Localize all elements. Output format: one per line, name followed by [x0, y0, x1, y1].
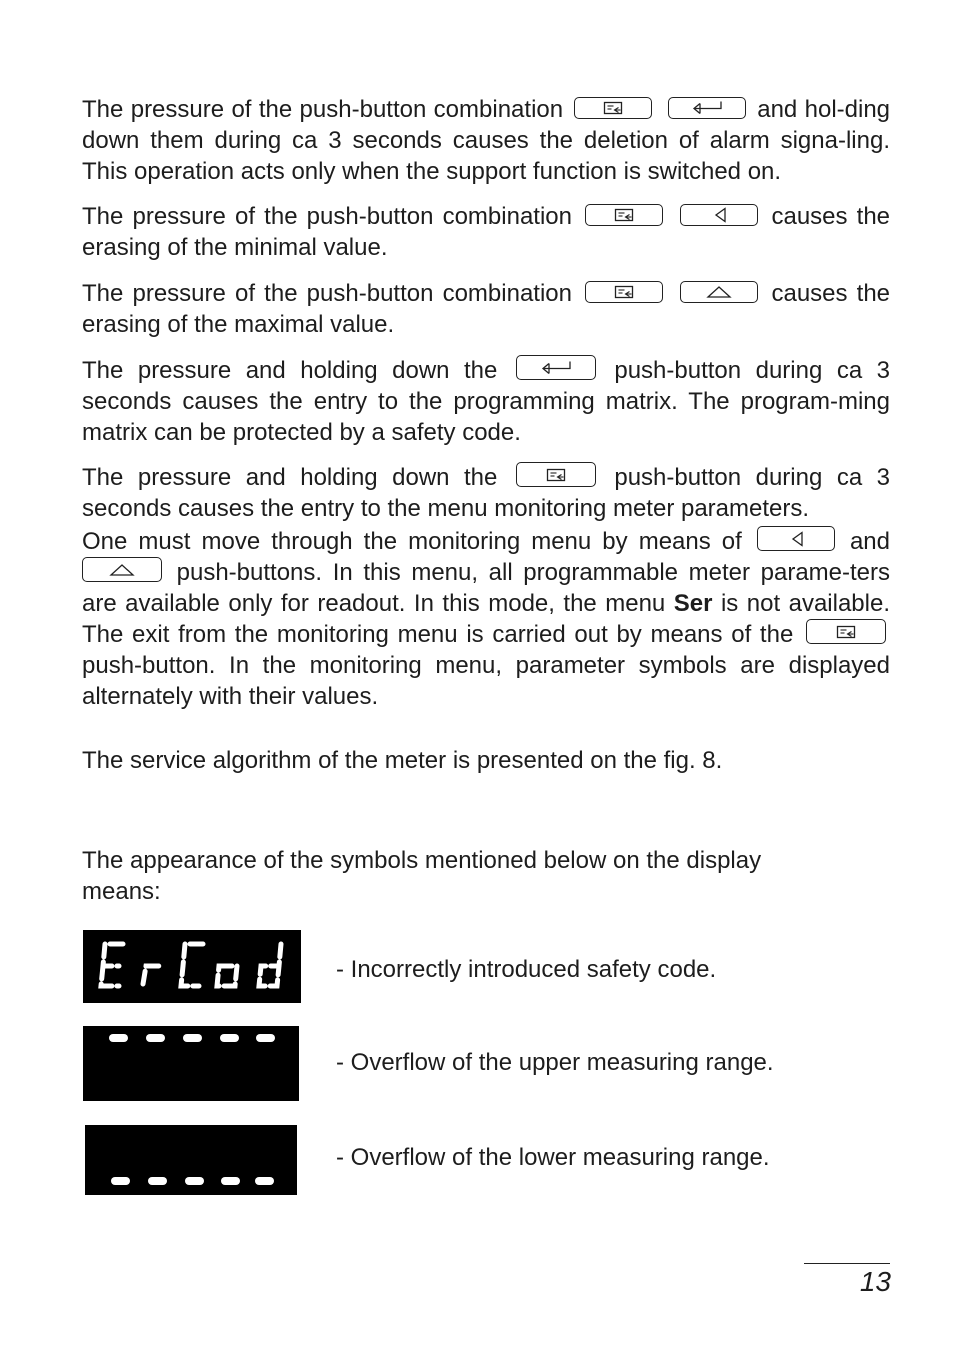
menu-key-icon: [574, 97, 652, 119]
display-lower-overflow: [85, 1125, 297, 1195]
paragraph-erase-max: [82, 278, 890, 340]
page-number: 13: [859, 1266, 891, 1297]
paragraph-monitoring-navigation: [82, 526, 890, 712]
text: The service algorithm of the meter is presented on the fig. 8.: [82, 747, 723, 774]
paragraph-symbols-intro: [82, 845, 842, 907]
segment-dash: [221, 1177, 240, 1185]
seven-segment-ercod: [83, 930, 301, 1003]
segment-dash: [148, 1177, 167, 1185]
up-arrow-key-icon: [680, 281, 758, 303]
text: push-button. In the monitoring menu, parameter symbols are displayed alternately with their values.: [82, 652, 890, 710]
label-lower-overflow: - Overflow of the lower measuring range.: [336, 1144, 770, 1171]
menu-key-icon: [585, 281, 663, 303]
paragraph-programming-matrix: [82, 355, 890, 448]
left-arrow-key-icon: [680, 204, 758, 226]
text: push-button during ca 3 seconds causes the entry to the menu monitoring meter parameters.: [82, 464, 890, 522]
segment-dash: [255, 1177, 274, 1185]
page-number-rule: [804, 1263, 890, 1264]
enter-key-icon: [668, 97, 746, 119]
text: The pressure of the push-button combination: [82, 280, 572, 307]
left-arrow-key-icon: [757, 526, 835, 551]
text: push-buttons. In this menu, all programmable meter parame-ters are available only for readout. In this mode, the menu: [82, 559, 891, 617]
text: The pressure of the push-button combination: [82, 96, 564, 123]
text: causes the erasing of the maximal value.: [82, 280, 891, 338]
text: The pressure and holding down the: [82, 464, 498, 491]
text: The appearance of the symbols mentioned below on the display means:: [82, 847, 762, 905]
label-upper-overflow: - Overflow of the upper measuring range.: [336, 1049, 774, 1076]
text: One must move through the monitoring menu by means of: [82, 528, 742, 555]
segment-dash: [146, 1034, 165, 1042]
segment-dash: [111, 1177, 130, 1185]
text: is not available. The exit from the monitoring menu is carried out by means of the: [82, 590, 891, 648]
display-ercod: [83, 930, 301, 1003]
paragraph-monitoring-menu: [82, 462, 890, 524]
text: The pressure of the push-button combination: [82, 203, 572, 230]
menu-key-icon: [516, 462, 596, 487]
paragraph-erase-min: [82, 201, 890, 263]
segment-dash: [220, 1034, 239, 1042]
label-ercod: - Incorrectly introduced safety code.: [336, 956, 717, 983]
text: The pressure and holding down the: [82, 357, 498, 384]
paragraph-alarm-deletion: [82, 94, 890, 187]
text: and: [849, 528, 890, 555]
display-upper-overflow: [83, 1026, 299, 1101]
text: and hol-ding down them during ca 3 seconds causes the deletion of alarm signa-ling. This operation acts only when the support function is switched on.: [82, 96, 891, 185]
menu-name-ser: Ser: [673, 590, 713, 617]
segment-dash: [185, 1177, 204, 1185]
text: causes the erasing of the minimal value.: [82, 203, 891, 261]
menu-key-icon: [806, 619, 886, 644]
enter-key-icon: [516, 355, 596, 380]
segment-dash: [109, 1034, 128, 1042]
segment-dash: [256, 1034, 275, 1042]
menu-key-icon: [585, 204, 663, 226]
up-arrow-key-icon: [82, 557, 162, 582]
segment-dash: [183, 1034, 202, 1042]
text: push-button during ca 3 seconds causes the entry to the programming matrix. The program-ming matrix can be protected by a safety code.: [82, 357, 890, 446]
paragraph-service-algorithm: [82, 745, 890, 776]
